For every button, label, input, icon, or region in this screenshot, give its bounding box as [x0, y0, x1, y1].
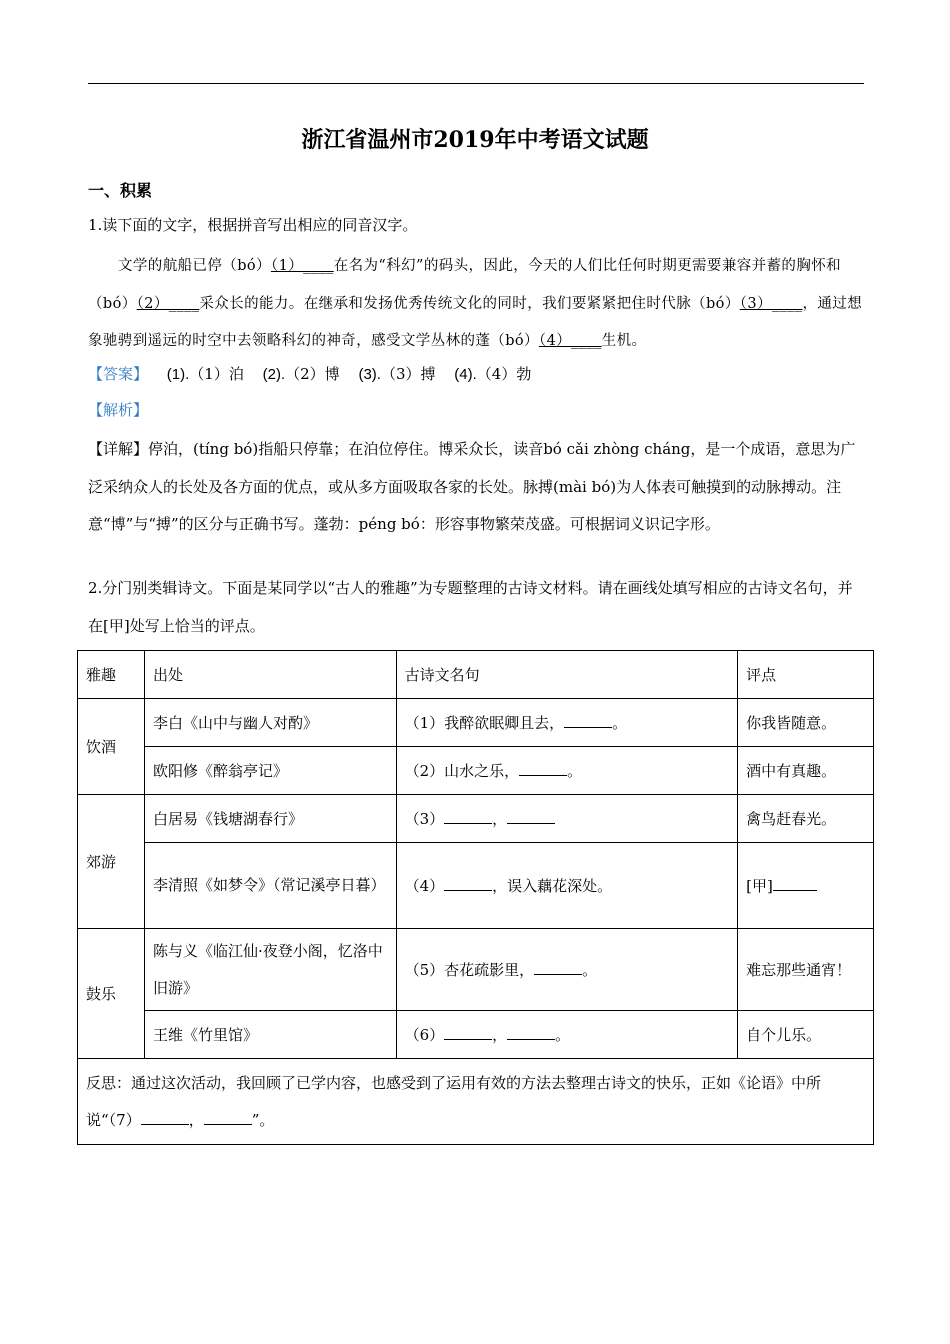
answer-blank — [519, 761, 567, 776]
answer-blank — [564, 713, 612, 728]
answer-line — [88, 362, 866, 387]
comment-cell: 你我皆随意。 — [738, 699, 874, 747]
reflection-cell: 反思：通过这次活动，我回顾了已学内容，也感受到了运用有效的方法去整理古诗文的快乐，正如《论语》中所说“（7） ， ”。 — [78, 1059, 874, 1145]
comment-cell: 难忘那些通宵！ — [738, 929, 874, 1011]
passage-text: 生机。 — [601, 333, 647, 349]
passage-text: 采众长的能力。在继承和发扬优秀传统文化的同时，我们要紧紧把住时代脉（bó） — [199, 295, 740, 312]
answer-tag: 【答案】 — [88, 365, 149, 383]
answer-blank — [534, 960, 582, 975]
source-cell: 欧阳修《醉翁亭记》 — [144, 747, 396, 795]
answer-blank — [204, 1110, 252, 1125]
header-rule — [88, 83, 864, 84]
table-row — [78, 1011, 874, 1059]
answer-blank — [444, 876, 492, 891]
verse-cell: （3） ， — [396, 795, 738, 843]
category-cell: 饮酒 — [78, 699, 145, 795]
blank-1: （1）____ — [270, 258, 334, 274]
comment-cell: 禽鸟赶春光。 — [738, 795, 874, 843]
verse-cell: （6） ， 。 — [396, 1011, 738, 1059]
passage-text: 文学的航船已停（bó） — [118, 258, 271, 274]
blank-2: （2）____ — [136, 295, 200, 312]
table-header-cell: 评点 — [738, 651, 874, 699]
comment-cell: 自个儿乐。 — [738, 1011, 874, 1059]
table-row — [78, 795, 874, 843]
question-1-prompt: 1.读下面的文字，根据拼音写出相应的同音汉字。 — [88, 216, 418, 234]
answer-item: (3).（3）搏 — [358, 365, 436, 383]
blank-3: （3）____ — [739, 295, 803, 312]
question-2-prompt: 2.分门别类辑诗文。下面是某同学以“古人的雅趣”为专题整理的古诗文材料。请在画线处填写相应的古诗文名句，并在[甲]处写上恰当的评点。 — [88, 579, 853, 635]
table-row — [78, 929, 874, 1011]
table-row — [78, 843, 874, 929]
comment-cell: [甲] — [738, 843, 874, 929]
table-header-cell: 出处 — [144, 651, 396, 699]
analysis-detail: 【详解】停泊，(tíng bó)指船只停靠；在泊位停住。博采众长，读音bó cǎi zhòng cháng，是一个成语，意思为广泛采纳众人的长处及各方面的优点，或从多方面吸取各家的长处。脉搏(mài bó)为人体表可触摸到的动脉搏动。注意“博”与“搏”的区分与正确书写。蓬勃：péng bó：形容事物繁荣茂盛。可根据词义识记字形。 — [88, 440, 856, 533]
verse-cell: （2）山水之乐， 。 — [396, 747, 738, 795]
answer-item: (1).（1）泊 — [166, 365, 244, 383]
table-header-row — [78, 651, 874, 699]
category-cell: 鼓乐 — [78, 929, 145, 1059]
verse-cell: （1）我醉欲眠卿且去， 。 — [396, 699, 738, 747]
answer-blank — [141, 1110, 189, 1125]
verse-cell: （4） ，误入藕花深处。 — [396, 843, 738, 929]
answer-item: (2).（2）博 — [262, 365, 340, 383]
answer-blank — [444, 809, 492, 824]
section-heading: 一、积累 — [88, 181, 153, 200]
table-header-cell: 雅趣 — [78, 651, 145, 699]
page-title: 浙江省温州市2019年中考语文试题 — [301, 127, 649, 153]
category-cell: 郊游 — [78, 795, 145, 929]
verse-cell: （5）杏花疏影里， 。 — [396, 929, 738, 1011]
source-cell: 陈与义《临江仙·夜登小阁，忆洛中旧游》 — [144, 929, 396, 1011]
table-row — [78, 699, 874, 747]
poetry-table — [77, 650, 874, 1145]
comment-cell: 酒中有真趣。 — [738, 747, 874, 795]
source-cell: 白居易《钱塘湖春行》 — [144, 795, 396, 843]
question-1-passage — [88, 248, 866, 361]
answer-blank — [444, 1025, 492, 1040]
table-row — [78, 747, 874, 795]
answer-item: (4).（4）勃 — [454, 365, 532, 383]
blank-4: （4）____ — [538, 333, 602, 349]
source-cell: 李清照《如梦令》（常记溪亭日暮） — [144, 843, 396, 929]
passage-text: 在名为“科幻”的码头，因此，今天的人们比任何时期更需要兼容并蓄的胸怀和（bó） — [88, 258, 842, 312]
source-cell: 李白《山中与幽人对酌》 — [144, 699, 396, 747]
passage-text: ，通过想象驰骋到遥远的时空中去领略科幻的神奇，感受文学丛林的蓬（bó） — [88, 295, 863, 349]
reflection-row — [78, 1059, 874, 1145]
analysis-tag: 【解析】 — [88, 401, 149, 419]
source-cell: 王维《竹里馆》 — [144, 1011, 396, 1059]
comment-blank — [773, 876, 817, 891]
answer-blank — [507, 1025, 555, 1040]
table-header-cell: 古诗文名句 — [396, 651, 738, 699]
answer-blank — [507, 809, 555, 824]
